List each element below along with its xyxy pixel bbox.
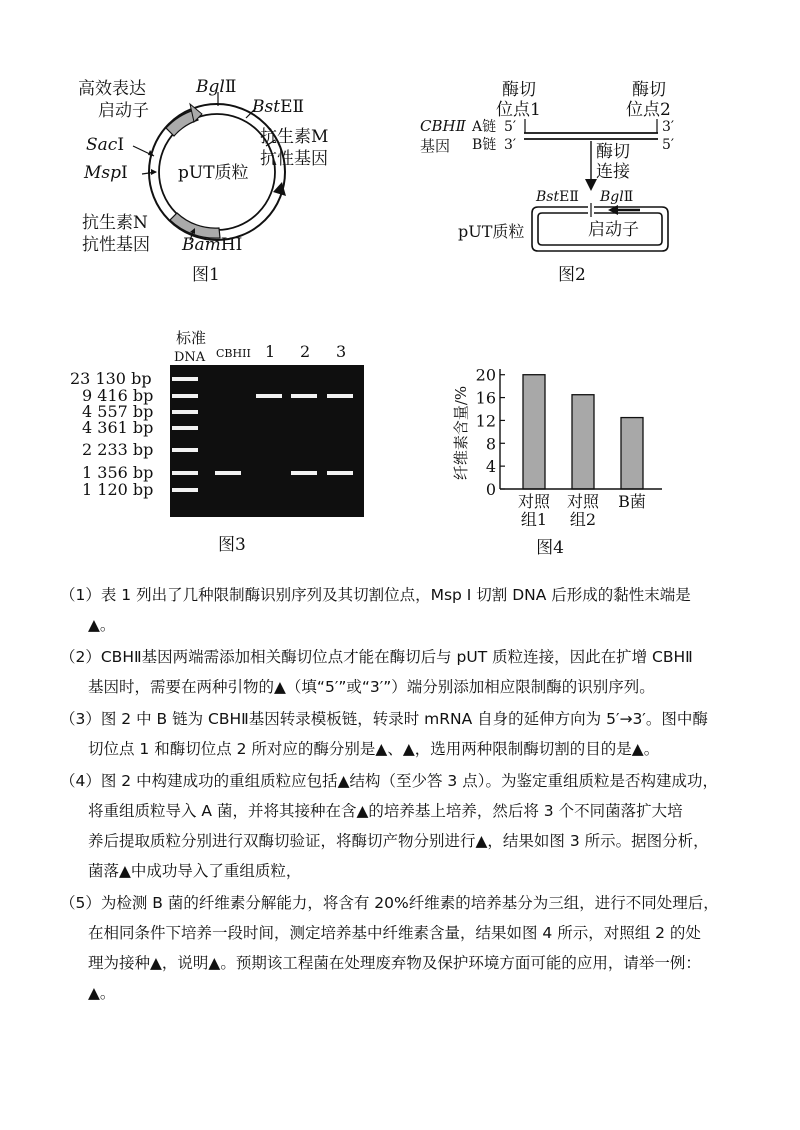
gel-background — [170, 365, 364, 517]
site2-line2: 位点2 — [626, 100, 671, 120]
q3-line2: 切位点 1 和酶切位点 2 所对应的酶分别是▲、▲，选用两种限制酶切割的目的是▲。 — [88, 740, 660, 758]
fig2-bgl-name: Bgl — [600, 189, 624, 205]
question-2 — [60, 642, 760, 702]
figure-1-plasmid-map — [70, 70, 370, 285]
resM-label-line2: 抗性基因 — [260, 149, 328, 169]
bar-2 — [621, 418, 643, 489]
lane2-band-small — [291, 471, 317, 475]
y-tick-label-5: 20 — [475, 365, 496, 385]
q4-line2: 将重组质粒导入 A 菌，并将其接种在含▲的培养基上培养，然后将 3 个不同菌落扩大培 — [88, 802, 683, 820]
promoter-label-line2: 启动子 — [98, 101, 149, 121]
q5-line3: 理为接种▲，说明▲。预期该工程菌在处理废弃物及保护环境方面可能的应用，请举一例： — [88, 954, 701, 972]
question-5 — [60, 888, 760, 1008]
y-tick-label-4: 16 — [475, 388, 496, 408]
q5-line1: （5）为检测 B 菌的纤维素分解能力，将含有 20%纤维素的培养基分为三组，进行不同处理后， — [60, 894, 719, 912]
fig1-caption: 图1 — [192, 265, 220, 285]
question-1 — [60, 580, 760, 640]
size-label-1: 9 416 bp — [82, 386, 154, 405]
bgl-name: Bgl — [196, 77, 225, 97]
step-line2: 连接 — [596, 162, 630, 182]
question-3 — [60, 704, 760, 764]
y-tick-label-3: 12 — [475, 411, 496, 431]
y-tick-label-1: 4 — [485, 457, 496, 477]
q2-line1: （2）CBHⅡ基因两端需添加相关酶切位点才能在酶切后与 pUT 质粒连接，因此在扩增 CBHⅡ — [60, 648, 693, 666]
q3-line1: （3）图 2 中 B 链为 CBHⅡ基因转录模板链，转录时 mRNA 自身的延伸方向为 5′→3′。图中酶 — [60, 710, 708, 728]
fig2-bste-name: Bst — [536, 189, 560, 205]
q2-line2: 基因时，需要在两种引物的▲（填“5′”或“3′”）端分别添加相应限制酶的识别序列。 — [88, 678, 655, 696]
chainA-3prime: 3′ — [662, 119, 675, 135]
msp-arrow-icon — [151, 169, 157, 175]
marker-band-4 — [172, 448, 198, 452]
cat-2-line1: B菌 — [618, 492, 646, 511]
step-line1: 酶切 — [596, 142, 630, 162]
fig2-bste-roman: Ⅱ — [569, 189, 579, 205]
q4-line3: 养后提取质粒分别进行双酶切验证，将酶切产物分别进行▲，结果如图 3 所示。据图分析， — [88, 832, 709, 850]
marker-label-line1: 标准 — [176, 329, 207, 347]
q1-line2: ▲。 — [88, 616, 116, 634]
q5-line4: ▲。 — [88, 984, 116, 1002]
gene-label-line1 — [420, 117, 467, 135]
bar-1 — [572, 395, 594, 489]
fig2-caption: 图2 — [558, 265, 586, 285]
lane-label-1: 1 — [265, 342, 276, 361]
lane3-band-small — [327, 471, 353, 475]
marker-band-3 — [172, 426, 198, 430]
q5-line2: 在相同条件下培养一段时间，测定培养基中纤维素含量，结果如图 4 所示，对照组 2 的处 — [88, 924, 701, 942]
bam-h: H — [220, 235, 236, 255]
size-label-2: 4 557 bp — [82, 402, 154, 421]
bste-name: Bst — [252, 97, 281, 117]
resN-label-line1: 抗生素N — [82, 213, 148, 233]
lane-label-cbh: CBHII — [216, 347, 251, 360]
plasmid-name: pUT质粒 — [178, 163, 249, 183]
bam-name: Bam — [182, 235, 221, 255]
gene-name: CBHⅡ — [420, 117, 466, 135]
cat-1-line2: 组2 — [569, 510, 597, 529]
promoter-label-line1: 高效表达 — [78, 79, 146, 99]
size-label-5: 1 356 bp — [82, 463, 154, 482]
sac-roman: Ⅰ — [117, 135, 125, 155]
sac-name: Sac — [86, 135, 118, 155]
size-label-0: 23 130 bp — [70, 369, 152, 388]
marker-band-6 — [172, 488, 198, 492]
cat-0-line2: 组1 — [520, 510, 548, 529]
bam-roman: Ⅰ — [235, 235, 243, 255]
lane-label-3: 3 — [336, 342, 347, 361]
q4-line4: 菌落▲中成功导入了重组质粒， — [88, 862, 302, 880]
bgl-roman: Ⅱ — [224, 77, 237, 97]
marker-band-2 — [172, 410, 198, 414]
figure-3-gel — [68, 325, 378, 565]
sac-label — [86, 135, 124, 155]
fig2-promoter-label: 启动子 — [588, 220, 639, 240]
bar-0 — [523, 375, 545, 489]
msp-label — [83, 163, 128, 183]
bste-roman: Ⅱ — [292, 97, 305, 117]
chainA-label: A链 — [472, 119, 497, 135]
gene-label-line2: 基因 — [420, 137, 451, 155]
y-tick-label-0: 0 — [485, 480, 496, 499]
bam-label — [181, 235, 242, 255]
msp-roman: Ⅰ — [121, 163, 128, 183]
site1-line2: 位点1 — [496, 100, 541, 120]
fig2-plasmid-label: pUT质粒 — [458, 222, 525, 241]
marker-band-1 — [172, 394, 198, 398]
bste-label — [251, 97, 304, 117]
marker-label-line2: DNA — [174, 350, 206, 365]
lane3-band-large — [327, 394, 353, 398]
msp-name: Msp — [84, 163, 122, 183]
q4-line1: （4）图 2 中构建成功的重组质粒应包括▲结构（至少答 3 点）。为鉴定重组质粒是否构建成功， — [60, 772, 718, 790]
figure-4-bar-chart — [440, 355, 670, 565]
chainB-3prime: 3′ — [504, 137, 517, 153]
bste-e: E — [280, 97, 293, 117]
site1-line1: 酶切 — [502, 80, 536, 100]
figure-2-construction — [418, 75, 718, 285]
lane1-band-large — [256, 394, 282, 398]
cat-0-line1: 对照 — [517, 492, 551, 511]
chainB-5prime: 5′ — [662, 137, 675, 153]
fig4-caption: 图4 — [536, 538, 564, 558]
fig2-bgl-label — [599, 189, 633, 205]
size-label-6: 1 120 bp — [82, 480, 154, 499]
resN-label-line2: 抗性基因 — [82, 235, 150, 255]
marker-band-0 — [172, 377, 198, 381]
y-axis-label: 纤维素含量/% — [452, 385, 470, 481]
q1-line1: （1）表 1 列出了几种限制酶识别序列及其切割位点，Msp Ⅰ 切割 DNA 后形成的黏性末端是 — [60, 586, 691, 604]
lane2-band-large — [291, 394, 317, 398]
fig2-bgl-roman: Ⅱ — [623, 189, 634, 205]
resM-label-line1: 抗生素M — [260, 127, 329, 147]
size-label-4: 2 233 bp — [82, 440, 154, 459]
marker-band-5 — [172, 471, 198, 475]
fig2-bste-e: E — [559, 189, 570, 205]
fig3-caption: 图3 — [218, 535, 246, 555]
questions — [60, 580, 760, 1008]
size-label-3: 4 361 bp — [82, 418, 154, 437]
bgl-label — [195, 77, 236, 97]
chainA-5prime: 5′ — [504, 119, 517, 135]
fig2-bste-label — [535, 189, 579, 205]
site2-line1: 酶切 — [632, 80, 666, 100]
cat-1-line1: 对照 — [566, 492, 600, 511]
lane-label-2: 2 — [300, 342, 311, 361]
bars — [523, 375, 643, 489]
chainB-label: B链 — [472, 137, 497, 153]
y-tick-label-2: 8 — [485, 434, 496, 454]
cbh-band — [215, 471, 241, 475]
question-4 — [60, 766, 760, 886]
